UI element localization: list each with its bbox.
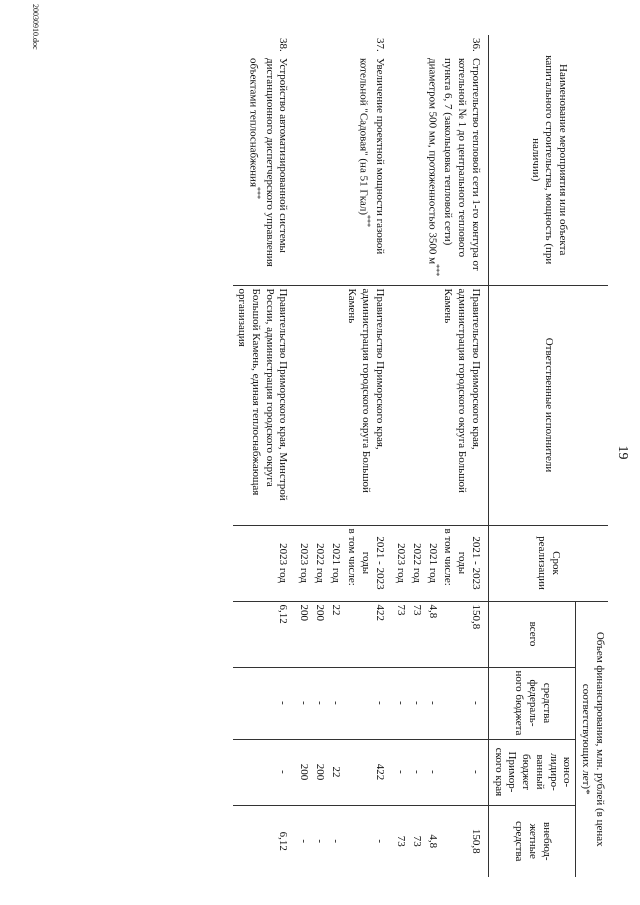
row-period [344, 525, 392, 601]
row-total: 150,8 [440, 601, 489, 667]
row-offbudget: - [373, 839, 386, 844]
year-regional: 200 [296, 739, 312, 805]
row-total: 422 [344, 601, 392, 667]
header-offbudget: внебюд-жетные средства [489, 805, 577, 877]
table-row [234, 35, 296, 877]
header-federal: средства федераль-ного бюджета [489, 667, 577, 739]
row-period: 2023 год [234, 525, 296, 601]
row-executors: Правительство Приморского края, Минстрой России, администрация городского округа Большой Камень, единая теплоснабжающая организация [234, 285, 296, 525]
funding-table [234, 35, 609, 877]
row-name-footnote: *** [253, 187, 262, 199]
header-funding-text: Объем финансирования, млн. рублей (в ценах соответствующих лет)* [580, 631, 606, 847]
row-executors: Правительство Приморского края, администрация городского округа Большой Камень [296, 285, 392, 525]
footer-filename: 20030910.doc [31, 4, 40, 50]
row-federal: - [234, 667, 296, 739]
year-federal: - [328, 667, 344, 739]
row-name-footnote: *** [431, 264, 441, 277]
year-total: 200 [312, 601, 328, 667]
including-label: в том числе: [346, 528, 359, 586]
year-federal: - [296, 667, 312, 739]
row-number: 36. [470, 38, 482, 52]
row-name-cell [392, 35, 489, 285]
year-regional: 22 [328, 739, 344, 805]
row-name-footnote: *** [363, 215, 372, 227]
row-number: 38. [277, 38, 290, 52]
row-period-text: 2021 - 2023 годы [360, 536, 386, 590]
year-federal: - [312, 667, 328, 739]
row-period [440, 525, 489, 601]
row-name: Строительство тепловой сети 1-го контура от котельной № 1 до центрального теплового пункта 6, 7 (закольцовка тепловой сети) диаметром 500 мм, протяженностью 3500 м [426, 58, 482, 271]
row-federal: - [440, 667, 489, 739]
year-total: 4,8 [424, 601, 440, 667]
header-funding [576, 601, 608, 877]
row-period-text: 2021 - 2023 годы [456, 536, 482, 590]
year-federal: - [424, 667, 440, 739]
table-row [344, 35, 392, 877]
year-total: 73 [408, 601, 424, 667]
page-number: 19 [615, 445, 630, 460]
row-total: 6,12 [234, 601, 296, 667]
row-regional: 422 [344, 739, 392, 805]
year-offbudget: 73 [394, 835, 407, 847]
year-offbudget: - [314, 839, 327, 844]
row-name-cell [234, 35, 296, 285]
header-executors: Ответственные исполнители [489, 285, 609, 525]
row-name: Устройство автоматизированной системы дистанционного диспетчерского управления объектами теплоснабжения [247, 58, 290, 267]
year-label: 2023 год [296, 525, 312, 601]
table-row [440, 35, 489, 877]
row-number: 37. [373, 38, 386, 52]
header-name: Наименование мероприятия или объекта капитального строительства, мощность (при наличии) [489, 35, 609, 285]
year-label: 2021 год [424, 525, 440, 601]
year-total: 73 [392, 601, 408, 667]
header-total: всего [489, 601, 577, 667]
row-regional: - [440, 739, 489, 805]
year-regional: - [392, 739, 408, 805]
row-name: Увеличение проектной мощности газовой котельной "Садовая" (на 51 Гкал) [357, 58, 386, 255]
year-regional: - [408, 739, 424, 805]
including-label: в том числе: [442, 528, 455, 586]
header-period: Срок реализации [489, 525, 609, 601]
row-name-cell [296, 35, 392, 285]
year-federal: - [392, 667, 408, 739]
year-total: 200 [296, 601, 312, 667]
year-offbudget: - [298, 839, 311, 844]
year-regional: - [424, 739, 440, 805]
year-label: 2021 год [328, 525, 344, 601]
year-label: 2023 год [392, 525, 408, 601]
year-regional: 200 [312, 739, 328, 805]
row-regional: - [234, 739, 296, 805]
header-regional: консо-лидиро-ванный бюджет Примор-ского края [489, 739, 577, 805]
year-offbudget: 4,8 [426, 834, 439, 849]
row-offbudget: 6,12 [277, 831, 290, 851]
row-executors: Правительство Приморского края, администрация городского округа Большой Камень [392, 285, 489, 525]
year-label: 2022 год [312, 525, 328, 601]
year-label: 2022 год [408, 525, 424, 601]
year-offbudget: - [330, 839, 343, 844]
year-offbudget: 73 [410, 835, 423, 847]
year-total: 22 [328, 601, 344, 667]
year-federal: - [408, 667, 424, 739]
row-offbudget: 150,8 [470, 828, 482, 854]
row-federal: - [344, 667, 392, 739]
